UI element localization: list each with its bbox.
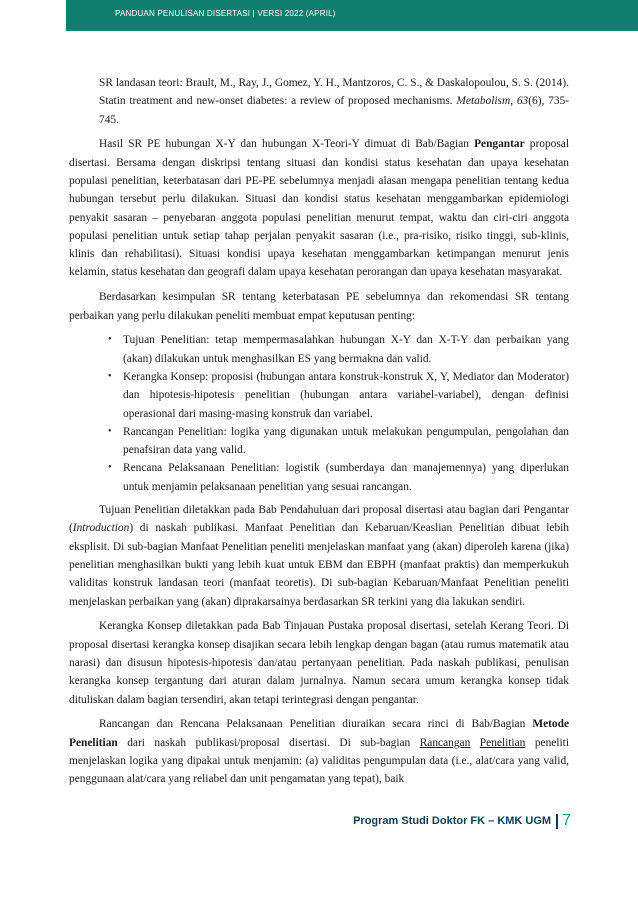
page-footer bbox=[353, 812, 571, 830]
bullet-icon: • bbox=[108, 425, 112, 437]
bold-term: Metode Penelitian bbox=[69, 718, 569, 749]
paragraph-pengantar: Hasil SR PE hubungan X-Y dan hubungan X-Teori-Y dimuat di Bab/Bagian Pengantar proposal disertasi. Bersama dengan diskripsi tentang situasi dan kondisi status kesehatan dan upaya kesehatan populasi penelitian, keterbatasan dari PE-PE sebelumnya menjadi alasan mengapa penelitian tentang kedua hubungan tersebut perlu dilakukan. Situasi dan kondisi status kesehatan menggambarkan epidemiologi penyakit sasaran – penyebaran anggota populasi penelitian menurut tempat, waktu dan ciri-ciri anggota populasi penelitian untuk setiap tahap perjalan penyakit sasaran (i.e., pra-risiko, risiko tinggi, sub-klinis, klinis dan rehabilitasi). Situasi kondisi upaya kesehatan menggambarkan ketimpangan menurut jenis kelamin, status kesehatan dan geografi dalam upaya kesehatan perorangan dan upaya kesehatan masyarakat. bbox=[69, 138, 569, 279]
paragraph-metode: Rancangan dan Rencana Pelaksanaan Penelitian diuraikan secara rinci di Bab/Bagian Metode Penelitian dari naskah publikasi/proposal disertasi. Di sub-bagian Rancangan Penelitian peneliti menjelaskan logika yang dipakai untuk menjamin: (a) validitas pengumpulan data (i.e., alat/cara yang valid, penggunaan alat/cara yang reliabel dan unit pengamatan yang tepat), baik bbox=[69, 718, 569, 786]
footer-program: Program Studi Doktor FK – KMK UGM bbox=[353, 815, 552, 827]
list-item: • Rancangan Penelitian: logika yang digunakan untuk melakukan pengumpulan, pengolahan dan penafsiran data yang valid. bbox=[123, 423, 569, 460]
page-number: 7 bbox=[562, 812, 571, 829]
list-item: • Rencana Pelaksanaan Penelitian: logistik (sumberdaya dan manajemennya) yang diperlukan untuk menjamin pelaksanaan penelitian yang sesuai rancangan. bbox=[123, 459, 569, 496]
header-bar bbox=[66, 0, 638, 31]
decision-list bbox=[69, 331, 569, 496]
bullet-icon: • bbox=[108, 334, 112, 346]
bullet-icon: • bbox=[108, 462, 112, 474]
list-item: • Kerangka Konsep: proposisi (hubungan antara konstruk-konstruk X, Y, Mediator dan Moderator) dan hipotesis-hipotesis penelitian (hubungan antara variabel-variabel), dengan definisi operasional dari masing-masing konstruk dan variabel. bbox=[123, 368, 569, 423]
journal-name: Metabolism bbox=[456, 95, 511, 108]
bold-term: Pengantar bbox=[474, 138, 525, 151]
page-body bbox=[69, 74, 569, 795]
list-item: • Tujuan Penelitian: tetap mempermasalahkan hubungan X-Y dan X-T-Y dan perbaikan yang (akan) dilakukan untuk menghasilkan ES yang bermakna dan valid. bbox=[123, 331, 569, 368]
journal-volume: 63 bbox=[516, 95, 529, 108]
underlined-term: Penelitian bbox=[479, 736, 526, 749]
reference-paragraph: SR landasan teori: Brault, M., Ray, J., Gomez, Y. H., Mantzoros, C. S., & Daskalopoulou, S. S. (2014). Statin treatment and new-onset diabetes: a review of proposed mechanisms. Metabolism, 63(6), 735-745. bbox=[99, 77, 570, 126]
footer-divider bbox=[556, 814, 558, 829]
reference-text: SR landasan teori: Brault, M., Ray, J., Gomez, Y. H., Mantzoros, C. S., & Daskalopoulou, S. S. (2014). Statin treatment and new-onset diabetes: a review of proposed mechanisms. bbox=[99, 77, 569, 108]
paragraph-kerangka: Kerangka Konsep diletakkan pada Bab Tinjauan Pustaka proposal disertasi, setelah Kerang Teori. Di proposal disertasi kerangka konsep disajikan secara lebih lengkap dengan bagan (atau rumus matematik atau narasi) dan disusun hipotesis-hipotesis dan/atau pertanyaan penelitian. Pada naskah publikasi, penulisan kerangka konsep tergantung dari aturan dalam jurnalnya. Namun secara umum kerangka konsep tidak dituliskan dalam bagian tersendiri, akan tetapi terintegrasi dengan pengantar. bbox=[69, 620, 569, 706]
italic-term: Introduction bbox=[72, 522, 130, 535]
paragraph-keputusan: Berdasarkan kesimpulan SR tentang keterbatasan PE sebelumnya dan rekomendasi SR tentang perbaikan yang perlu dilakukan peneliti membuat empat keputusan penting: bbox=[69, 291, 569, 322]
journal-pages: (6), 735-745. bbox=[99, 95, 570, 126]
running-header: PANDUAN PENULISAN DISERTASI | VERSI 2022 (APRIL) bbox=[115, 9, 336, 18]
underlined-term: Rancangan bbox=[419, 736, 471, 749]
bullet-icon: • bbox=[108, 370, 112, 382]
paragraph-tujuan: Tujuan Penelitian diletakkan pada Bab Pendahuluan dari proposal disertasi atau bagian dari Pengantar (Introduction) di naskah publikasi. Manfaat Penelitian dan Kebaruan/Keaslian Penelitian dibuat lebih eksplisit. Di sub-bagian Manfaat Penelitian peneliti menjelaskan manfaat yang (akan) diperoleh karena (jika) penelitian menghasilkan bukti yang lebih kuat untuk EBM dan EBPH (manfaat praktis) dan memperkukuh validitas konstruk landasan teori (manfaat teoretis). Di sub-bagian Kebaruan/Manfaat Penelitian peneliti menjelaskan perbaikan yang (akan) diprakarsainya berdasarkan SR terkini yang dia lakukan sendiri. bbox=[69, 504, 569, 608]
